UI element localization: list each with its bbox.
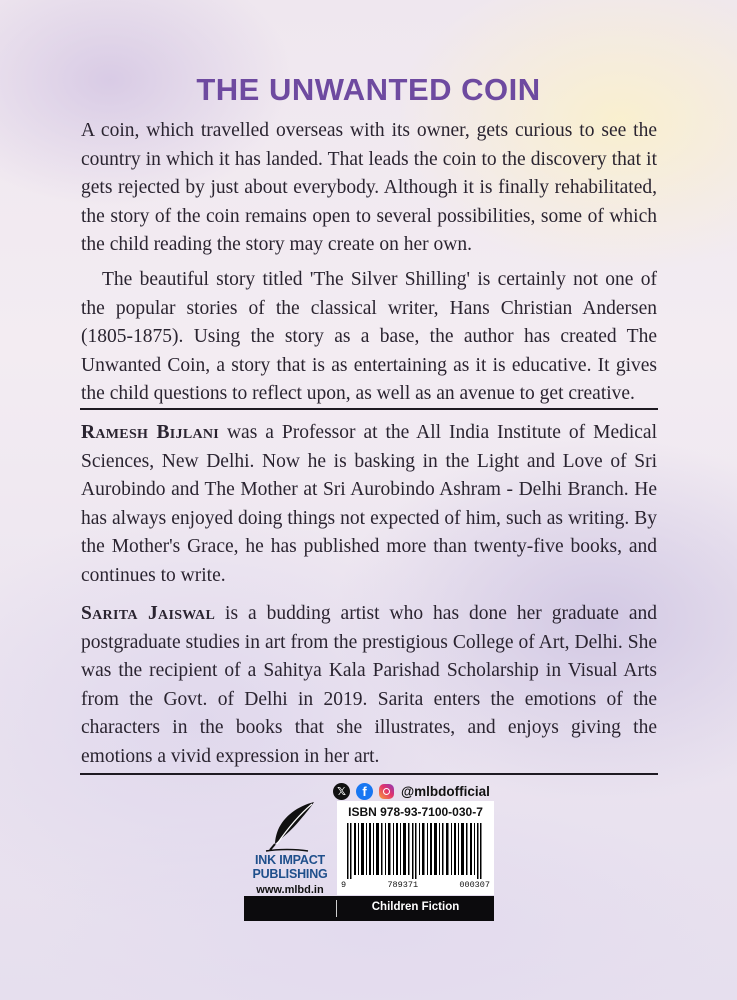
- barcode-digit-group: 000307: [459, 880, 490, 890]
- barcode-digit-group: 789371: [387, 880, 419, 890]
- facebook-icon: f: [356, 783, 373, 800]
- illustrator-name: Sarita Jaiswal: [81, 603, 216, 624]
- publisher-name-line2: PUBLISHING: [252, 867, 328, 881]
- divider: [80, 773, 658, 775]
- synopsis-paragraph-1: A coin, which travelled overseas with its owner, gets curious to see the country in which it has landed. That leads the coin to the discovery that it gets rejected by just about everybody. Although it is finally rehabilitated, the story of the coin remains open to several possibilities, some of which the child reading the story may create on her own.: [81, 120, 657, 255]
- instagram-icon: [379, 784, 394, 799]
- feather-quill-icon: [262, 800, 318, 852]
- social-row: [333, 781, 490, 801]
- illustrator-bio: [81, 600, 657, 771]
- category-band: [244, 896, 494, 921]
- publisher-url: www.mlbd.in: [256, 884, 324, 896]
- book-category: Children Fiction: [371, 901, 460, 913]
- author-bio-text: was a Professor at the All India Institute of Medical Sciences, New Delhi. Now he is basking in the Light and Love of Sri Aurobindo and The Mother at Sri Aurobindo Ashram - Delhi Branch. He has always enjoyed doing things not expected of him, such as writing. By the Mother's Grace, he has published more than twenty-five books, and continues to write.: [81, 422, 657, 586]
- synopsis-paragraph-2: The beautiful story titled 'The Silver Shilling' is certainly not one of the popular stories of the classical writer, Hans Christian Andersen (1805-1875). Using the story as a base, the author has created The Unwanted Coin, a story that is as entertaining as it is educative. It gives the child questions to reflect upon, as well as an avenue to get creative.: [81, 269, 657, 404]
- illustrator-bio-text: is a budding artist who has done her graduate and postgraduate studies in art from the prestigious College of Art, Delhi. She was the recipient of a Sahitya Kala Parishad Scholarship in Visual Arts from the Govt. of Delhi in 2019. Sarita enters the emotions of the characters in the books that she illustrates, and enjoys giving the emotions a vivid expression in her art.: [81, 603, 657, 767]
- book-title: THE UNWANTED COIN: [196, 72, 541, 107]
- publisher-name-line1: INK IMPACT: [255, 853, 325, 867]
- x-icon: 𝕏: [333, 783, 350, 800]
- barcode-digit-group: 9: [341, 880, 347, 890]
- isbn-label: ISBN 978-93-7100-030-7: [348, 805, 483, 819]
- divider: [80, 408, 658, 410]
- isbn-barcode: [337, 801, 494, 895]
- social-handle: @mlbdofficial: [401, 783, 490, 799]
- author-name: Ramesh Bijlani: [81, 422, 220, 443]
- publisher-logo: [248, 800, 332, 896]
- barcode-bars: [347, 823, 484, 879]
- author-bio: [81, 419, 657, 590]
- barcode-digits: [337, 880, 494, 890]
